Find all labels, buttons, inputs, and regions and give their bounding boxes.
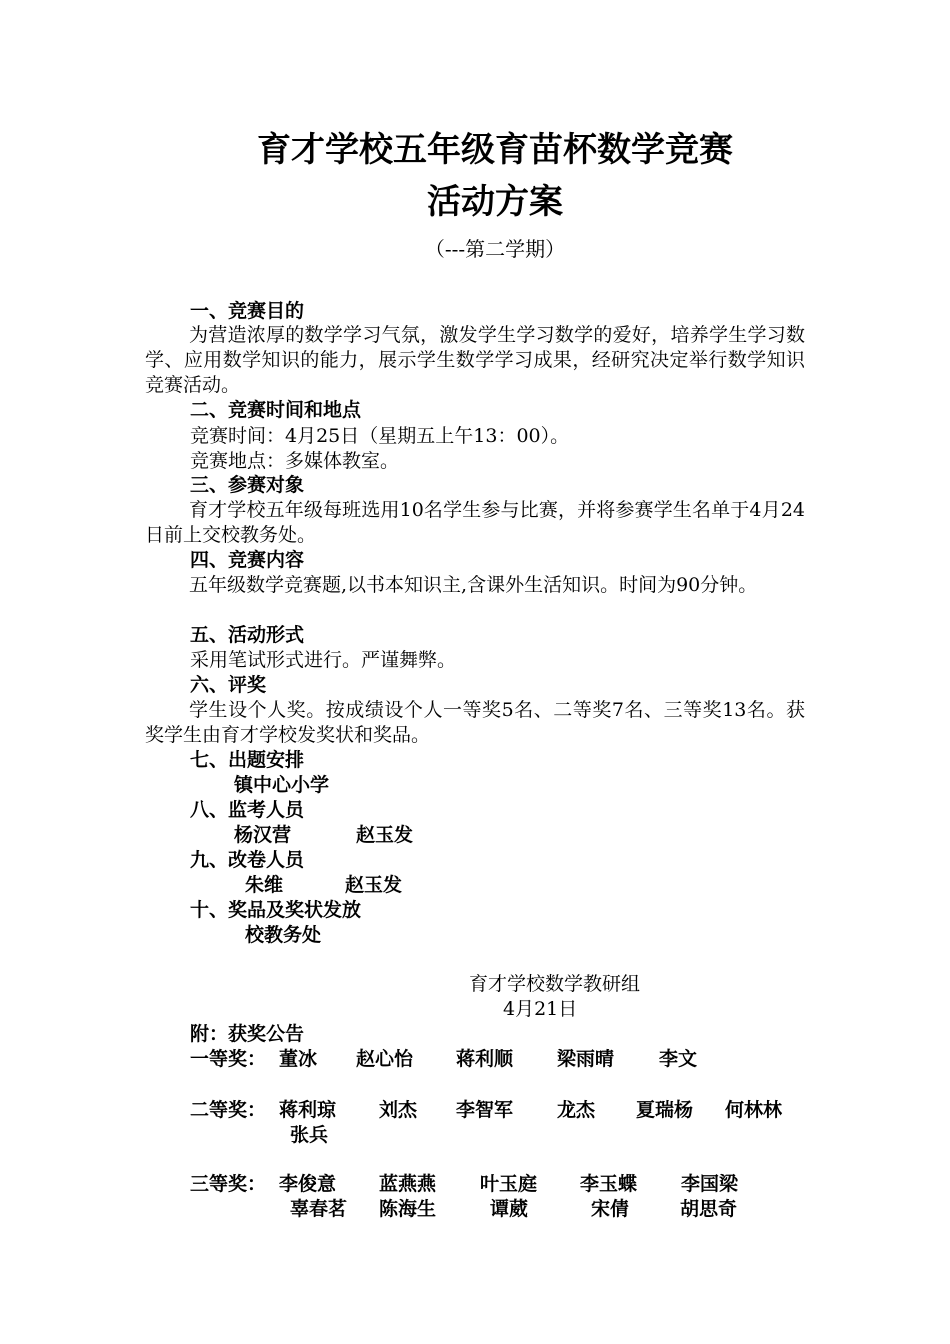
section-9-heading: 九、改卷人员: [190, 849, 305, 871]
award-first-name: 李文: [659, 1048, 698, 1070]
award-second-name: 何林林: [725, 1099, 783, 1121]
signature-org: 育才学校数学教研组: [469, 973, 641, 995]
section-8-heading: 八、监考人员: [190, 799, 305, 821]
section-10-value: 校教务处: [245, 924, 322, 946]
section-1-text: 为营造浓厚的数学学习气氛，激发学生学习数学的爱好，培养学生学习数学、应用数学知识的能力，展示学生数学学习成果，经研究决定举行数学知识竞赛活动。: [145, 324, 805, 396]
award-third-name: 谭葳: [490, 1198, 529, 1220]
award-third-name: 辜春茗: [290, 1198, 348, 1220]
section-4-heading: 四、竞赛内容: [190, 549, 305, 571]
award-first-name: 赵心怡: [356, 1048, 414, 1070]
award-third-name: 李国梁: [681, 1173, 739, 1195]
award-second-name: 李智军: [456, 1099, 514, 1121]
section-2-heading: 二、竞赛时间和地点: [190, 399, 362, 421]
award-second-label: 二等奖：: [190, 1099, 267, 1121]
award-third-name: 胡思奇: [680, 1198, 738, 1220]
award-first-name: 蒋利顺: [456, 1048, 514, 1070]
award-second-name: 蒋利琼: [279, 1099, 337, 1121]
section-6-text: 学生设个人奖。按成绩设个人一等奖5名、二等奖7名、三等奖13名。获奖学生由育才学校发奖状和奖品。: [145, 699, 805, 746]
section-7-heading: 七、出题安排: [190, 749, 305, 771]
section-3-heading: 三、参赛对象: [190, 474, 305, 496]
award-second-name: 刘杰: [379, 1099, 418, 1121]
section-2-time: 竞赛时间：4月25日（星期五上午13：00）。: [190, 425, 570, 447]
section-9-name: 朱维: [245, 874, 284, 896]
section-9-name: 赵玉发: [345, 874, 403, 896]
section-3-text: 育才学校五年级每班选用10名学生参与比赛，并将参赛学生名单于4月24日前上交校教务处。: [145, 499, 805, 546]
award-third-name: 蓝燕燕: [379, 1173, 437, 1195]
award-second-name: 夏瑞杨: [636, 1099, 694, 1121]
award-third-name: 陈海生: [379, 1198, 437, 1220]
awards-heading: 附：获奖公告: [190, 1023, 305, 1045]
document-title-line1: 育才学校五年级育苗杯数学竞赛: [257, 130, 733, 170]
award-third-name: 叶玉庭: [480, 1173, 538, 1195]
award-third-name: 李玉蝶: [580, 1173, 638, 1195]
section-8-name: 赵玉发: [356, 824, 414, 846]
section-5-heading: 五、活动形式: [190, 624, 305, 646]
award-third-name: 李俊意: [279, 1173, 337, 1195]
section-2-place: 竞赛地点：多媒体教室。: [190, 450, 400, 472]
signature-date: 4月21日: [503, 998, 578, 1020]
section-4-text: 五年级数学竞赛题,以书本知识主,含课外生活知识。时间为90分钟。: [189, 574, 758, 596]
award-first-name: 梁雨晴: [557, 1048, 615, 1070]
award-third-name: 宋倩: [591, 1198, 630, 1220]
document-subtitle: （---第二学期）: [424, 237, 566, 261]
section-6-heading: 六、评奖: [190, 674, 267, 696]
award-second-name: 张兵: [290, 1124, 329, 1146]
award-first-label: 一等奖：: [190, 1048, 267, 1070]
section-8-name: 杨汉营: [234, 824, 292, 846]
section-5-text: 采用笔试形式进行。严谨舞弊。: [190, 649, 457, 671]
section-1-heading: 一、竞赛目的: [190, 300, 305, 322]
document-title-line2: 活动方案: [427, 182, 563, 222]
award-third-label: 三等奖：: [190, 1173, 267, 1195]
award-second-name: 龙杰: [557, 1099, 596, 1121]
section-10-heading: 十、奖品及奖状发放: [190, 899, 362, 921]
section-7-value: 镇中心小学: [234, 774, 330, 796]
award-first-name: 董冰: [279, 1048, 318, 1070]
